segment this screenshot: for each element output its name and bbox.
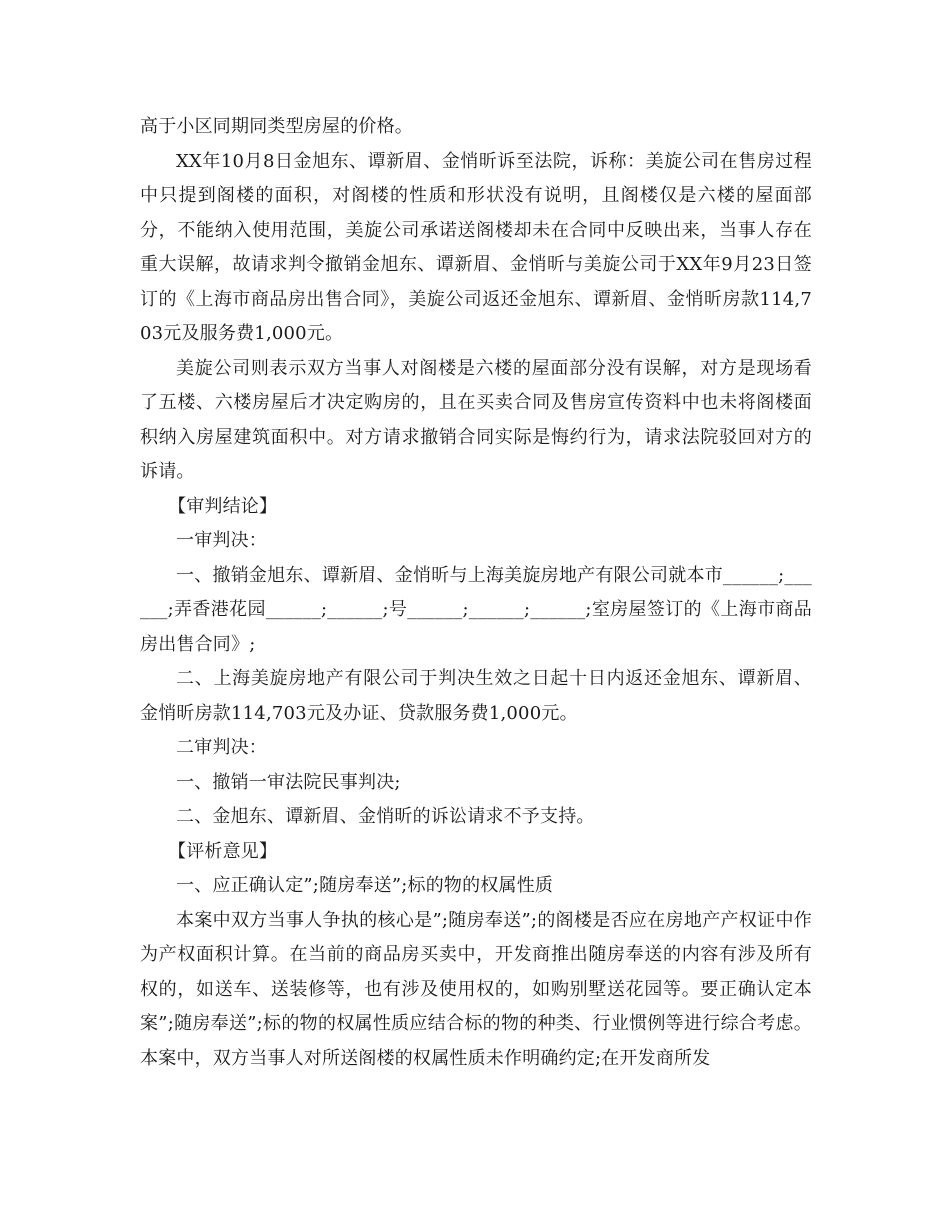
section-heading-verdict: 【审判结论】: [168, 495, 278, 517]
paragraph-1: 高于小区同期同类型房屋的价格。: [140, 116, 413, 137]
paragraph-second-instance: 二审判决：: [176, 737, 267, 758]
paragraph-second-instance-item-1: 一、撤销一审法院民事判决;: [176, 771, 401, 793]
paragraph-first-instance-item-2: 二、上海美旋房地产有限公司于判决生效之日起十日内返还金旭东、谭新眉、金悄昕房款114,703元及办证、贷款服务费1,000元。: [140, 668, 812, 724]
paragraph-analysis-body: 本案中双方当事人争执的核心是”;随房奉送”;的阁楼是否应在房地产产权证中作为产权面积计算。在当前的商品房买卖中，开发商推出随房奉送的内容有涉及所有权的，如送车、送装修等，也有涉及使用权的，如购别墅送花园等。要正确认定本案”;随房奉送”;标的物的权属性质应结合标的物的种类、行业惯例等进行综合考虑。本案中，双方当事人对所送阁楼的权属性质未作明确约定;在开发商所发: [140, 909, 812, 1069]
paragraph-first-instance: 一审判决：: [176, 530, 267, 551]
document-body: [140, 110, 812, 1076]
paragraph-2: XX年10月8日金旭东、谭新眉、金悄昕诉至法院，诉称：美旋公司在售房过程中只提到阁楼的面积，对阁楼的性质和形状没有说明，且阁楼仅是六楼的屋面部分，不能纳入使用范围，美旋公司承诺送阁楼却未在合同中反映出来，当事人存在重大误解，故请求判令撤销金旭东、谭新眉、金悄昕与美旋公司于XX年9月23日签订的《上海市商品房出售合同》，美旋公司返还金旭东、谭新眉、金悄昕房款114,703元及服务费1,000元。: [140, 150, 812, 344]
paragraph-3: 美旋公司则表示双方当事人对阁楼是六楼的屋面部分没有误解，对方是现场看了五楼、六楼房屋后才决定购房的，且在买卖合同及售房宣传资料中也未将阁楼面积纳入房屋建筑面积中。对方请求撤销合同实际是悔约行为，请求法院驳回对方的诉请。: [140, 357, 812, 482]
section-heading-analysis: 【评析意见】: [168, 840, 278, 862]
paragraph-analysis-point-1: 一、应正确认定”;随房奉送”;标的物的权属性质: [176, 875, 554, 896]
paragraph-first-instance-item-1: 一、撤销金旭东、谭新眉、金悄昕与上海美旋房地产有限公司就本市______;______;弄香港花园______;______;号______;______;______;室房屋签订的《上海市商品房出售合同》;: [140, 564, 812, 655]
paragraph-second-instance-item-2: 二、金旭东、谭新眉、金悄昕的诉讼请求不予支持。: [176, 806, 595, 827]
